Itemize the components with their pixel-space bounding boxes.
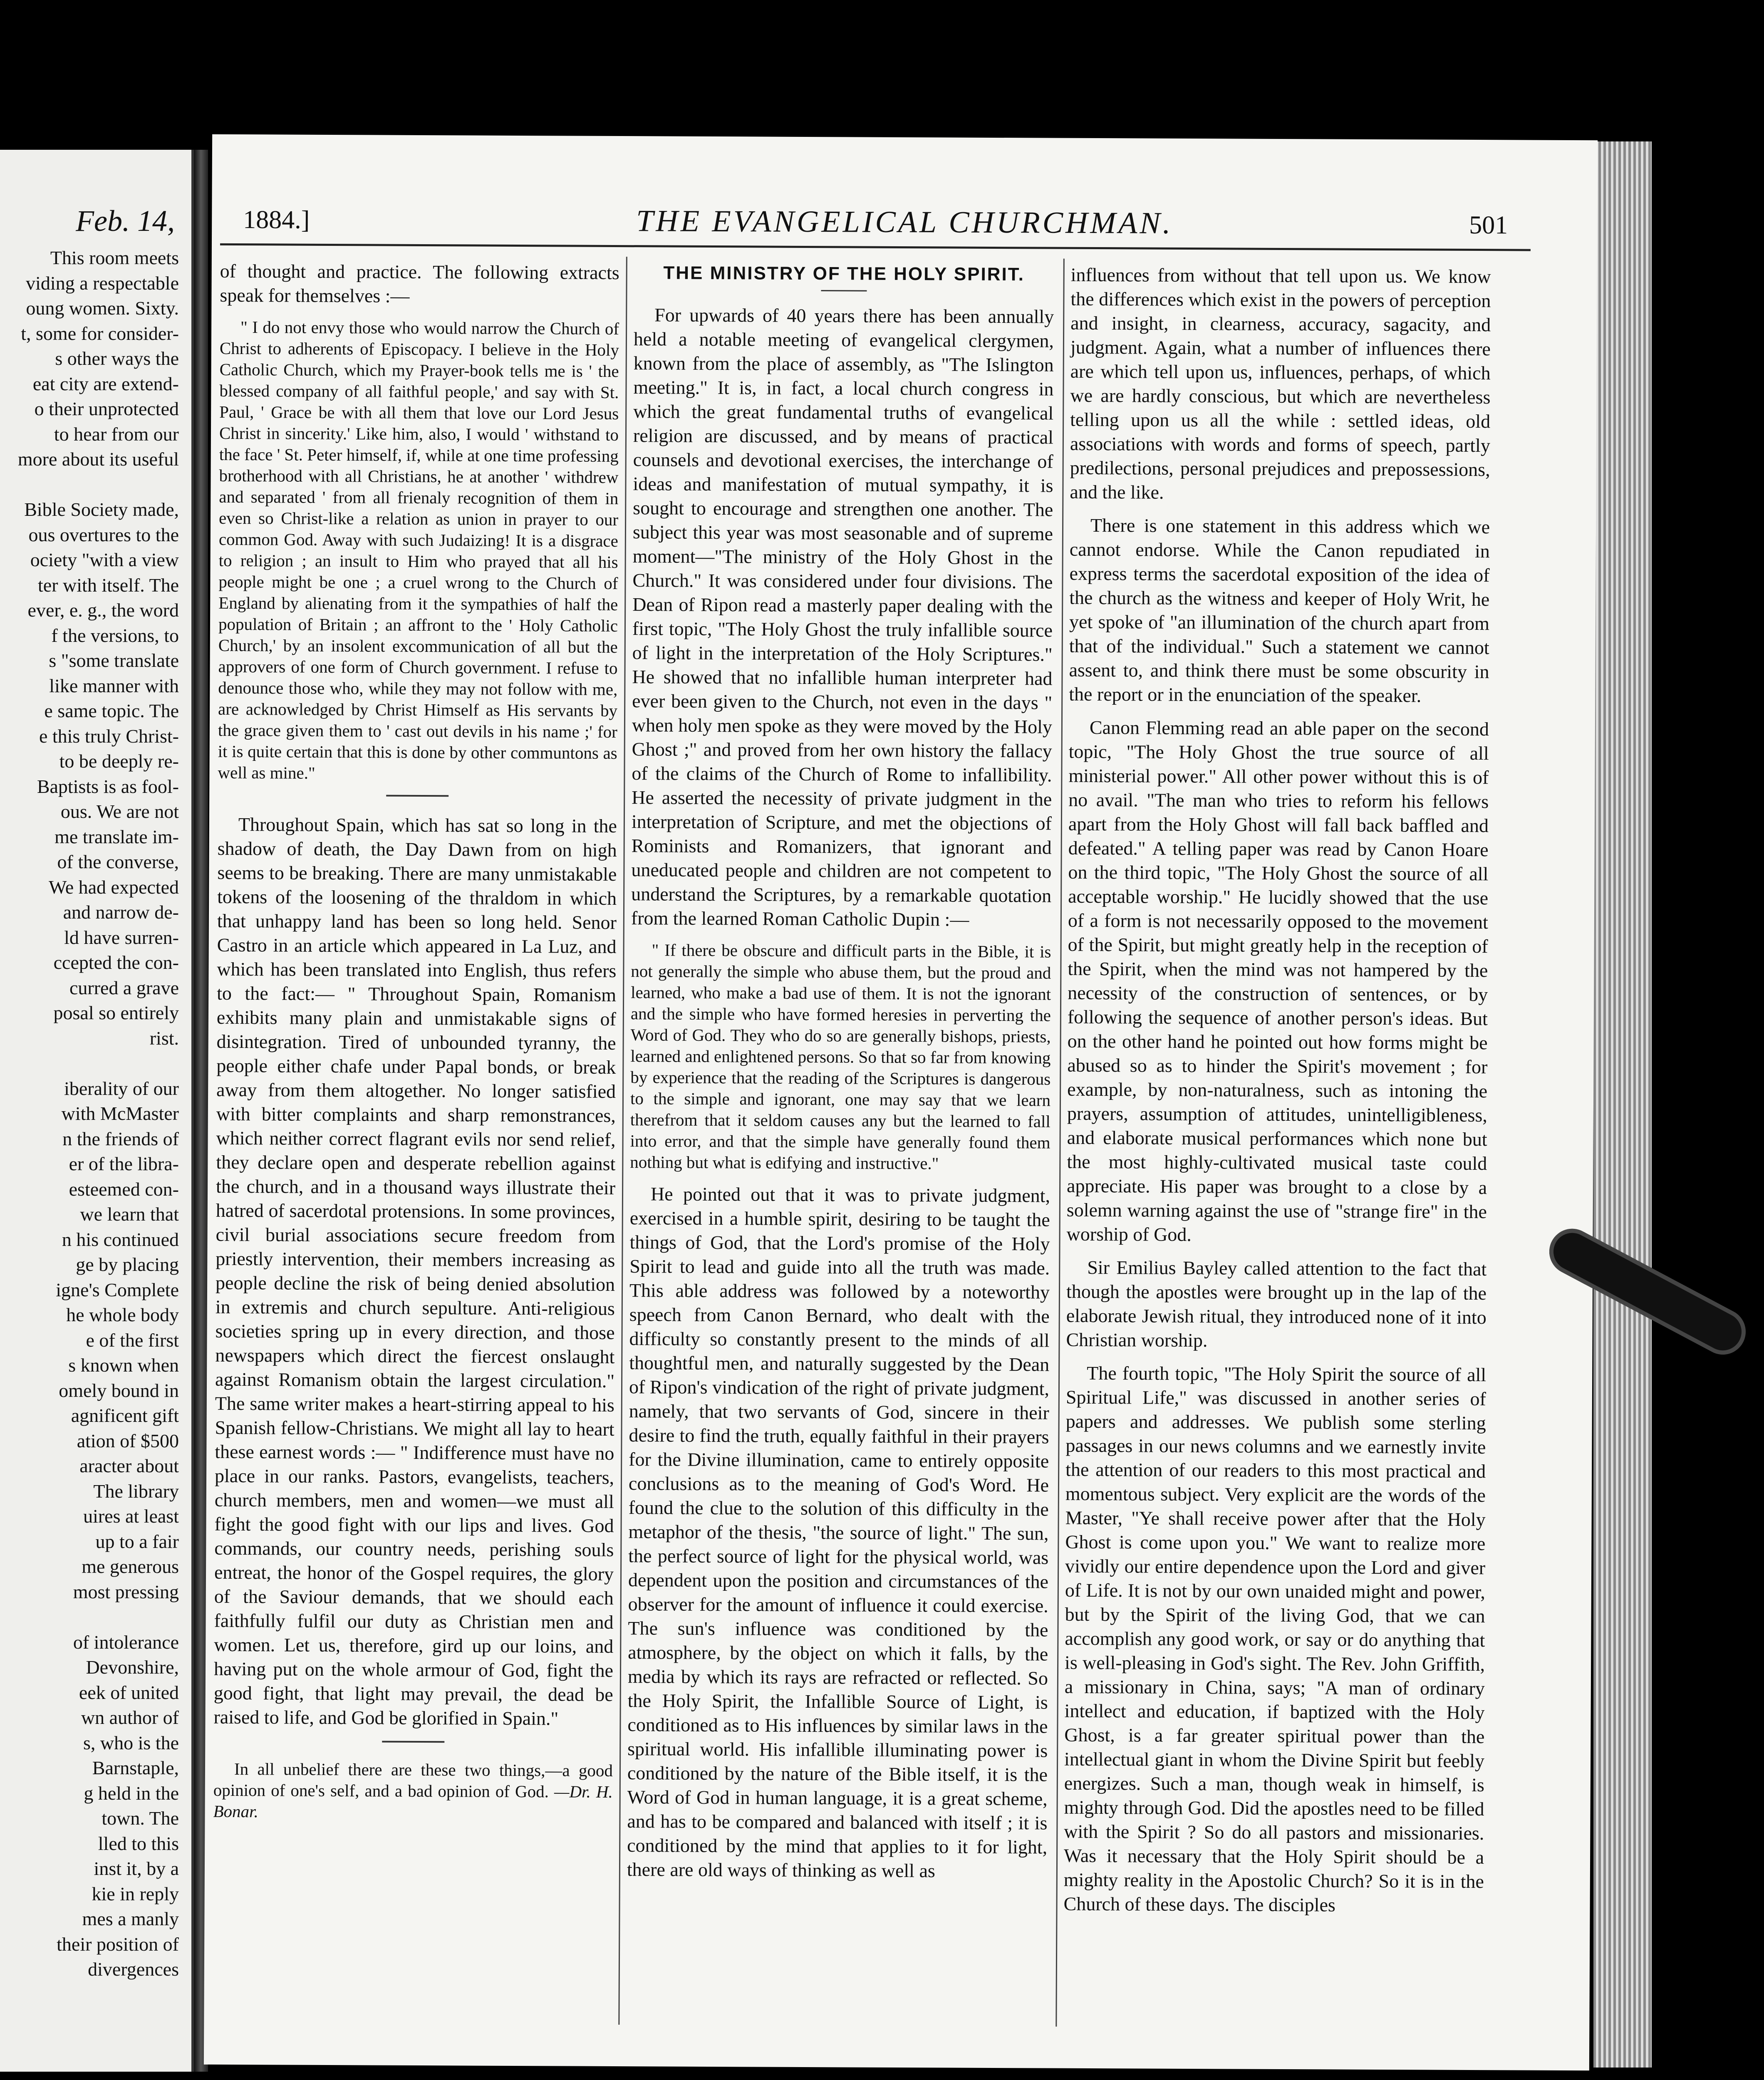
quotation: " I do not envy those who would narrow the Church of Christ to adherents of Episcopacy. I believe in the Holy Catholic Church, which my Prayer-book tells me is ' the blessed company of all faithful people,' and say with St. Paul, ' Grace be with all them that love our Lord Jesus Christ in sincerity.' Like him, also, I would ' withstand to the face ' St. Peter himself, if, while at one time professing brotherhood with all Christians, he at another ' withdrew and separated ' from all frienaly recognition of them in even so Christ-like a relation as union in prayer to our common God. Away with such Judaizing! It is a disgrace to religion ; an insult to Him who prayed that all his people might be one ; a cruel wrong to the Church of England by alienating from it the sympathies of half the population of Britain ; an affront to the ' Holy Catholic Church,' by an insolent excommunication of all but the approvers of one form of Church government. I refuse to denounce those who, while they may not follow with me, are acknowledged by Christ Himself as His servants by the grace given them to ' cast out devils in his name ;' for it is quite certain that this is done by other communtons as well as mine." [218,317,619,782]
paragraph: There is one statement in this address which we cannot endorse. While the Canon repudiated in express terms the sacerdotal exposition of the idea of the church as the witness and keeper of Holy Writ, he yet spoke of "an illumination of the church apart from that of the individual." Such a statement we cannot assent to, and think there must be some obscurity in the report or in the enunciation of the speaker. [1069,514,1490,706]
quotation: " If there be obscure and difficult parts in the Bible, it is not generally the simple who abuse them, but the proud and learned, who make a bad use of them. It is not the ignorant and the simple who have formed heresies in perverting the Word of God. They who do so are generally bishops, priests, learned and enlightened persons. So that so far from knowing by experience that the reading of the Scriptures is dangerous to the simple and ignorant, one may say that we learn therefrom that it seldom causes any but the learned to fall into error, and that the simple have generally found them nothing but what is edifying and instructive." [630,940,1051,1173]
paragraph: influences from without that tell upon us. We know the differences which exist in the powers of perception and insight, in clearness, accuracy, sagacity, and judgment. Again, what a number of influences there are which tell upon us, influences, perhaps, of which we are hardly conscious, but which are nevertheless telling upon us all the while : settled ideas, old associations with words and forms of speech, partly predilections, personal prejudices and prepossessions, and the like. [1070,264,1491,503]
column-3 [1063,263,1491,1927]
running-head-year: 1884.] [243,206,310,234]
page-edges [1593,141,1652,2068]
paragraph: For upwards of 40 years there has been annually held a notable meeting of evangelical clergymen, known from the place of assembly, as "The Islington meeting." It is, in fact, a local church congress in which the great fundamental truths of evangelical religion are discussed, and by means of practical counsels and devotional exercises, the interchange of ideas and manifestation of mutual sympathy, it is sought to encourage and strengthen one another. The subject this year was most seasonable and of supreme moment—"The ministry of the Holy Ghost in the Church." It was considered under four divisions. The Dean of Ripon read a masterly paper dealing with the first topic, "The Holy Ghost the truly infallible source of light in the interpretation of the Holy Scriptures." He showed that no infallible human interpreter had ever been given to the Church, not even in the days " when holy men spoke as they were moved by the Holy Ghost ;" and proved from her own history the fallacy of the claims of the Church of Rome to infallibility. He asserted the necessity of private judgment in the interpretation of Scripture, and met the objections of Rominists and Romanizers, that ignorant and uneducated people and children are not competent to understand the Scriptures, by a remarkable quotation from the learned Roman Catholic Dupin :— [631,304,1054,930]
paragraph: The fourth topic, "The Holy Spirit the source of all Spiritual Life," was discussed in another series of papers and addresses. We publish some sterling passages in our news columns and we earnestly invite the attention of our readers to this most practical and momentous subject. Very explicit are the words of the Master, "Ye shall receive power after that the Holy Ghost is come upon you." We want to realize more vividly our entire dependence upon the Lord and giver of Life. It is not by our own unaided might and power, but by the Spirit of the living God, that we can accomplish any good work, or say or do anything that is well-pleasing in God's sight. The Rev. John Griffith, a missionary in China, says; "A man of ordinary intellect and education, if baptized with the Holy Ghost, is a far greater spiritual power than the intellectual giant in whom the Divine Spirit but feebly energizes. Such a man, though weak in himself, is mighty through God. Did the apostles need to be filled with the Spirit ? So do all pastors and missionaries. Was it necessary that the Holy Spirit should be a mighty reality in the Apostolic Church? So it is in the Church of these days. The disciples [1063,1362,1487,1916]
paragraph: Throughout Spain, which has sat so long in the shadow of death, the Day Dawn from on high seems to be breaking. There are many unmistakable tokens of the loosening of the thraldom in which that unhappy land has been so long held. Senor Castro in an article which appeared in La Luz, and which has been translated into English, thus refers to the fact:— " Throughout Spain, Romanism exhibits many plain and unmistakable signs of disintegration. Tired of unbounded tyranny, the people either chafe under Papal bonds, or break away from them altogether. No longer satisfied with bitter complaints and sharp remonstrances, which neither correct flagrant evils nor send relief, they declare open and desperate rebellion against the church, and in a thousand ways illustrate their hatred of sacerdotal protensions. In some provinces, civil burial associations secure freedom from priestly intervention, their members increasing as people decline the risk of being denied absolution in extremis and church sepulture. Anti-religious societies spring up in every direction, and those newspapers which direct the fiercest onslaught against Romanism obtain the largest circulation." The same writer makes a heart-stirring appeal to his Spanish fellow-Christians. We might all lay to heart these earnest words :— " Indifference must have no place in our ranks. Pastors, evangelists, teachers, church members, men and women—we must all fight the good fight with our lips and lives. God commands, our country needs, perishing souls entreat, the honor of the Gospel requires, the glory of the Saviour demands, that we should each faithfully fulfil our duty as Christian men and women. Let us, therefore, gird up our loins, and having put on the whole armour of God, fight the good fight, that light may prevail, the dead be raised to life, and God be glorified in Spain." [213,814,617,1729]
section-rule [382,1741,444,1743]
paragraph: of thought and practice. The following extracts speak for themselves :— [220,260,619,307]
masthead-title: THE EVANGELICAL CHURCHMAN. [636,204,1173,240]
header-rule [220,243,1531,251]
facing-page-date: Feb. 14, [76,204,175,238]
article-title: THE MINISTRY OF THE HOLY SPIRIT. [663,262,1025,285]
column-divider [1055,259,1065,2027]
facing-page-fragment [0,150,194,2072]
column-2 [627,261,1054,1892]
closing-quote [213,1758,613,1824]
column-divider [618,257,627,2025]
section-rule [386,795,448,797]
paragraph: Canon Flemming read an able paper on the second topic, "The Holy Ghost the true source of all ministerial power." All other power without this is of no avail. "The man who tries to reform his fellows apart from the Holy Ghost will fall back baffled and defeated." A telling paper was read by Canon Hoare on the third topic, "The Holy Ghost the source of all acceptable worship." He lucidly showed that the use of a form is not necessarily opposed to the movement of the Spirit, but might greatly help in the reception of the Spirit, when the mind was not hampered by the necessity of the construction of sentences, or by following the sequence of another person's ideas. But on the other hand he pointed out how forms might be abused so as to hinder the Spirit's movement ; for example, by non-naturalness, such as intoning the prayers, assumption of attitudes, unintelligibleness, and elaborate musical performances which none but the most highly-cultivated musical taste could appreciate. His paper was brought to a close by a solemn warning against the use of "strange fire" in the worship of God. [1066,716,1489,1246]
title-rule [821,290,867,291]
quote-attribution: —Dr. H. Bonar. [213,1782,613,1821]
column-1 [213,259,619,1833]
paragraph: He pointed out that it was to private judgment, exercised in a humble spirit, desiring to be taught the things of God, that the Lord's promise of the Holy Spirit to lead and guide into all the truth was made. This able address was followed by a noteworthy speech from Canon Bernard, who dealt with the difficulty so constantly present to the minds of all thoughtful men, and naturally suggested by the Dean of Ripon's vindication of the right of private judgment, namely, that two servants of God, sincere in their desire to find the truth, equally faithful in their prayers for the Divine illumination, came to entirely opposite conclusions as to the meaning of God's Word. He found the clue to the solution of this difficulty in the metaphor of the thesis, "the source of light." The sun, the perfect source of light for the physical world, was dependent upon the position and circumstances of the observer for the amount of influence it could exercise. The sun's influence was conditioned by the atmosphere, by the object on which it falls, by the media by which its rays are refracted or reflected. So the Holy Spirit, the Infallible Source of Light, is conditioned as to His influences by similar laws in the spiritual world. His infallible illuminating power is conditioned by the nature of the Bible itself, it is the Word of God in human language, it is a great scheme, and has to be compared and balanced with itself ; it is conditioned by the mind that applies to it for light, there are old ways of thinking as well as [627,1183,1050,1882]
facing-page-text: This room meets viding a respectable oung women. Sixty. t, some for consider- s other ways the eat city are extend- o their unprotected to hear from our more about its useful Bible Society made, ous overtures to the ociety "with a view ter with itself. The ever, e. g., the word f the versions, to s "some translate like manner with e same topic. The e this truly Christ- to be deeply re- Baptists is as fool- ous. We are not me translate im- of the converse, We had expected and narrow de- ld have surren- ccepted the con- curred a grave posal so entirely rist. iberality of our with McMaster n the friends of er of the libra- esteemed con- we learn that n his continued ge by placing igne's Complete he whole body e of the first s known when omely bound in agnificent gift ation of $500 aracter about The library uires at least up to a fair me generous most pressing of intolerance Devonshire, eek of united wn author of s, who is the Barnstaple, g held in the town. The lled to this inst it, by a kie in reply mes a manly their position of divergences [17,247,179,1980]
page-number: 501 [1469,210,1508,240]
quote-text: In all unbelief there are these two things,—a good opinion of one's self, and a bad opinion of God. [213,1759,613,1801]
running-head [212,205,1597,245]
newspaper-page [204,134,1598,2070]
paragraph: Sir Emilius Bayley called attention to the fact that though the apostles were brought up in the lap of the elaborate Jewish ritual, they introduced none of it into Christian worship. [1066,1256,1487,1351]
